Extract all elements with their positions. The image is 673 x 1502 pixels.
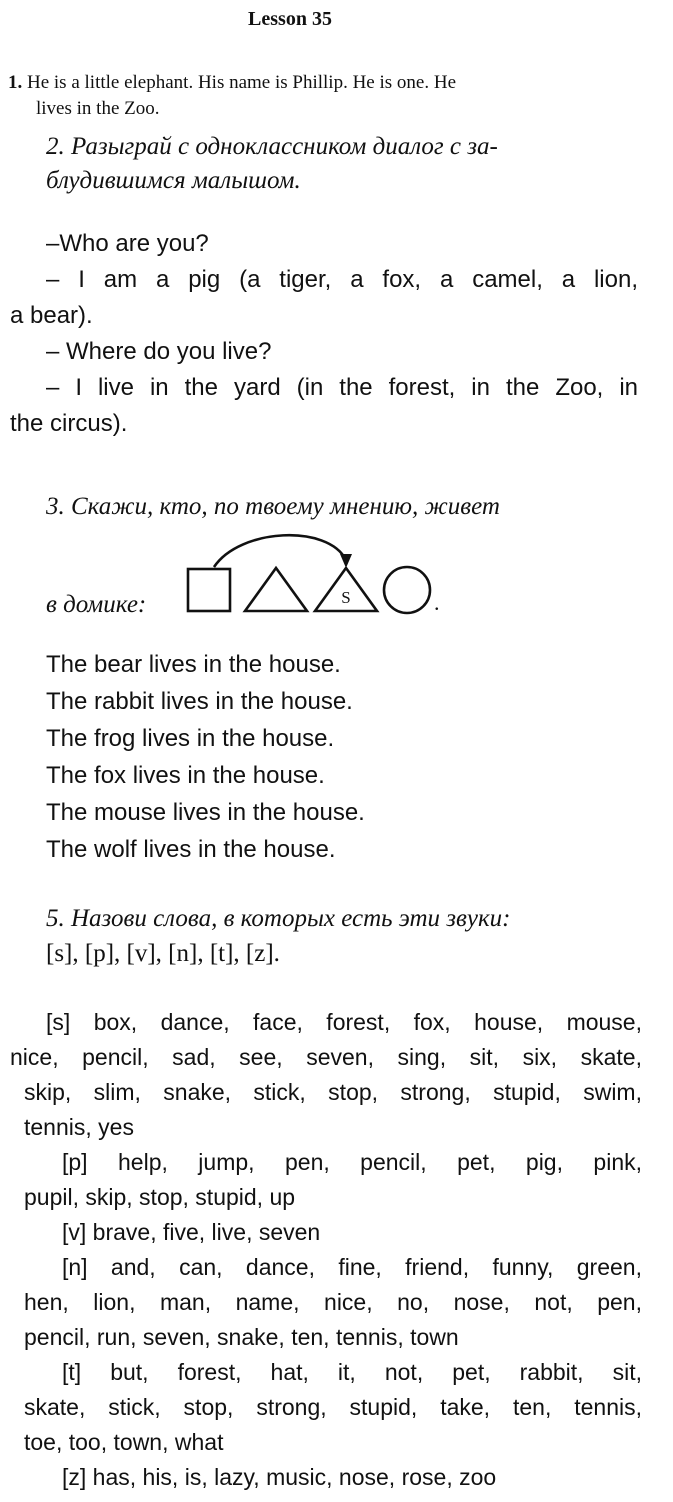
exercise-3-task [46, 490, 646, 524]
arrow-curve [214, 535, 346, 567]
dialog-line: – Where do you live? [46, 338, 272, 365]
lesson-title: Lesson 35 [248, 8, 332, 30]
sentence: The wolf lives in the house. [46, 836, 336, 863]
dialog-line: a bear). [10, 302, 93, 329]
dialog-line: –Who are you? [46, 230, 209, 257]
word-line-v: [v] brave, five, live, seven [62, 1219, 321, 1245]
house-scheme [180, 524, 450, 620]
dialog-line: – I am a pig (a tiger, a fox, a camel, a lion, [46, 266, 638, 293]
word-line-t: [t] but, forest, hat, it, not, pet, rabbit, sit, [62, 1359, 642, 1385]
word-line-s: skip, slim, snake, stick, stop, strong, stupid, swim, [24, 1079, 642, 1105]
sentence: The fox lives in the house. [46, 762, 325, 789]
word-line-s: nice, pencil, sad, see, seven, sing, sit, six, skate, [10, 1044, 642, 1070]
sound-list: [s], [p], [v], [n], [t], [z]. [46, 940, 280, 967]
exercise-5-words [10, 1005, 642, 1495]
square-shape [188, 569, 230, 611]
exercise-5-sounds [46, 940, 280, 968]
exercise-3-sentences [46, 646, 365, 868]
word-line-n: pencil, run, seven, snake, ten, tennis, town [24, 1324, 459, 1350]
sentence: The frog lives in the house. [46, 725, 335, 752]
scheme-letter: S [341, 588, 351, 607]
word-line-n: [n] and, can, dance, fine, friend, funny, green, [62, 1254, 642, 1280]
exercise-1 [8, 70, 628, 122]
word-line-z: [z] has, his, is, lazy, music, nose, rose, zoo [62, 1464, 497, 1490]
triangle-shape [245, 568, 307, 611]
exercise-2-dialog [10, 226, 638, 442]
dialog-line: – I live in the yard (in the forest, in the Zoo, in [46, 374, 638, 401]
dialog-line: the circus). [10, 410, 128, 437]
exercise-1-text-1: He is a little elephant. His name is Phillip. He is one. He [27, 72, 457, 93]
word-line-t: toe, too, town, what [24, 1429, 224, 1455]
exercise-1-line-2: lives in the Zoo. [36, 98, 160, 119]
exercise-2-task [46, 130, 636, 198]
word-line-t: skate, stick, stop, strong, stupid, take, ten, tennis, [24, 1394, 642, 1420]
word-line-p: [p] help, jump, pen, pencil, pet, pig, pink, [62, 1149, 642, 1175]
scheme-period: . [434, 590, 440, 615]
sentence: The mouse lives in the house. [46, 799, 365, 826]
word-line-s: tennis, yes [24, 1114, 134, 1140]
exercise-3-task-line-1: 3. Скажи, кто, по твоему мнению, живет [46, 493, 500, 520]
word-line-n: hen, lion, man, name, nice, no, nose, not, pen, [24, 1289, 642, 1315]
exercise-1-line-1 [8, 70, 628, 96]
exercise-1-number: 1. [8, 72, 23, 93]
circle-shape [384, 567, 430, 613]
exercise-5-task: 5. Назови слова, в которых есть эти звуки: [46, 905, 511, 932]
sentence: The rabbit lives in the house. [46, 688, 353, 715]
exercise-3-task-line-2: в домике: [46, 591, 147, 618]
word-line-p: pupil, skip, stop, stupid, up [24, 1184, 296, 1210]
exercise-2-task-line-1: 2. Разыграй с одноклассником диалог с за- [46, 133, 498, 160]
sentence: The bear lives in the house. [46, 651, 341, 678]
exercise-2-task-line-2: блудившимся малышом. [46, 167, 301, 194]
word-line-s: [s] box, dance, face, forest, fox, house, mouse, [46, 1009, 642, 1035]
